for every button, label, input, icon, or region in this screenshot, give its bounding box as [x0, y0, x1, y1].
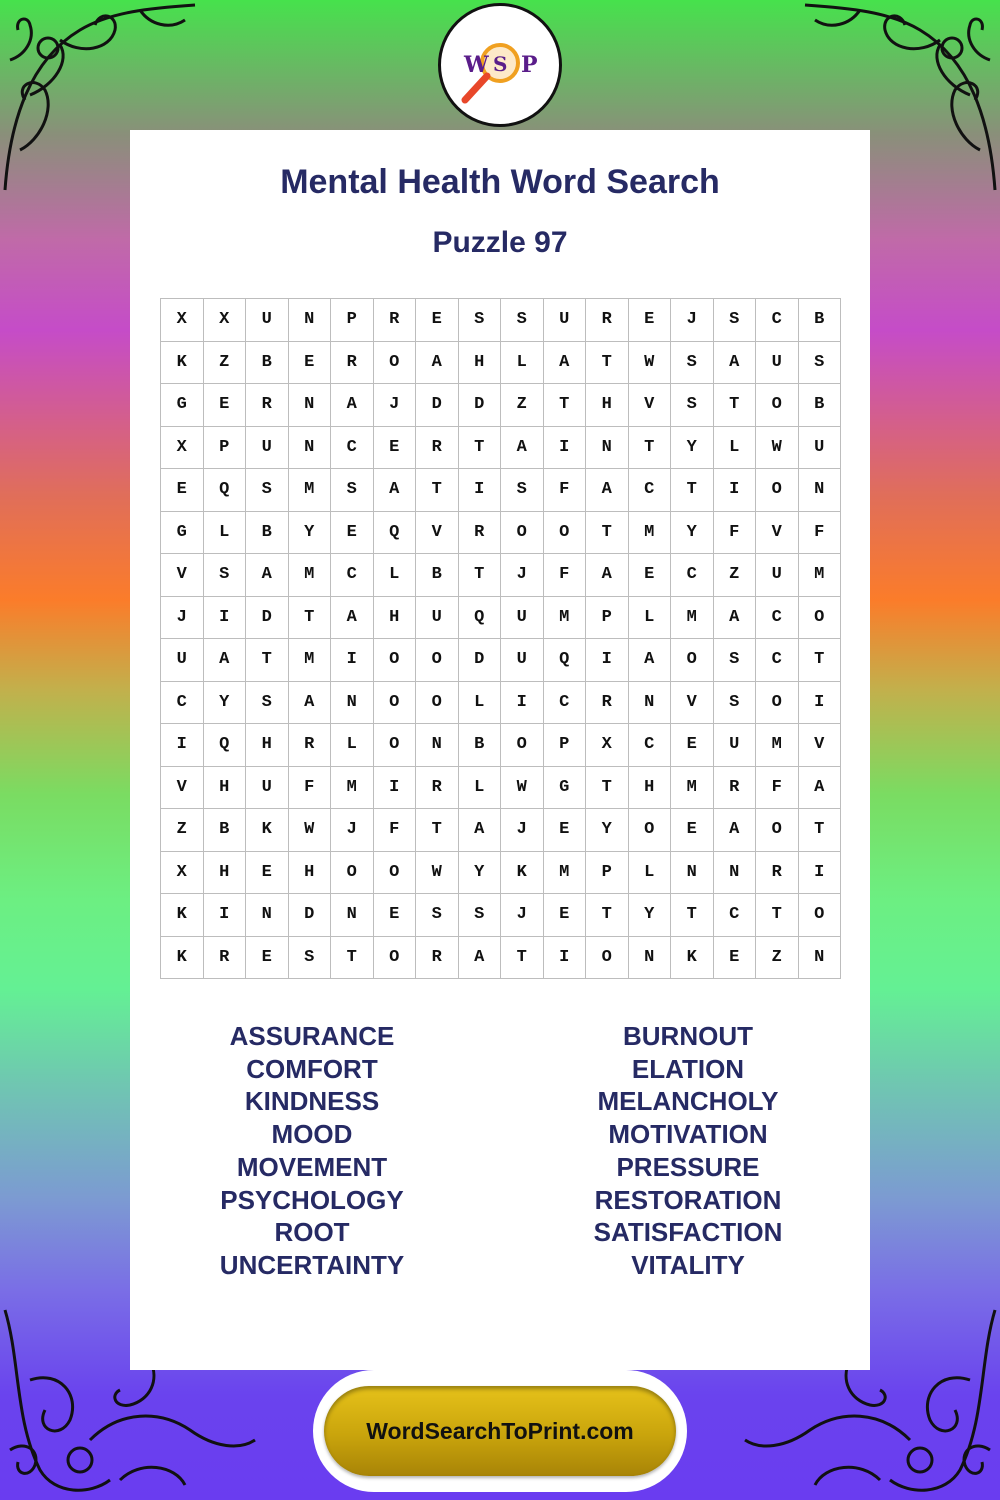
grid-cell[interactable]: U — [246, 767, 289, 810]
grid-cell[interactable]: I — [501, 682, 544, 725]
grid-cell[interactable]: T — [416, 469, 459, 512]
grid-cell[interactable]: O — [799, 597, 842, 640]
wsp-logo — [438, 3, 562, 127]
grid-cell[interactable]: F — [544, 554, 587, 597]
grid-cell[interactable]: E — [629, 299, 672, 342]
grid-cell[interactable]: R — [586, 682, 629, 725]
grid-cell[interactable]: J — [501, 554, 544, 597]
grid-cell[interactable]: Z — [204, 342, 247, 385]
grid-cell[interactable]: T — [586, 894, 629, 937]
grid-cell[interactable]: C — [161, 682, 204, 725]
grid-cell[interactable]: D — [459, 384, 502, 427]
grid-cell[interactable]: S — [204, 554, 247, 597]
grid-cell[interactable]: K — [671, 937, 714, 980]
grid-cell[interactable]: M — [544, 597, 587, 640]
grid-cell[interactable]: E — [374, 427, 417, 470]
grid-cell[interactable]: N — [289, 384, 332, 427]
grid-cell[interactable]: U — [246, 299, 289, 342]
grid-cell[interactable]: H — [629, 767, 672, 810]
grid-cell[interactable]: E — [204, 384, 247, 427]
grid-cell[interactable]: Y — [671, 427, 714, 470]
grid-cell[interactable]: M — [289, 639, 332, 682]
grid-cell[interactable]: T — [459, 554, 502, 597]
grid-cell[interactable]: O — [756, 809, 799, 852]
grid-cell[interactable]: A — [416, 342, 459, 385]
grid-cell[interactable]: T — [586, 342, 629, 385]
grid-cell[interactable]: R — [374, 299, 417, 342]
grid-cell[interactable]: R — [756, 852, 799, 895]
grid-cell[interactable]: A — [459, 937, 502, 980]
grid-cell[interactable]: Z — [501, 384, 544, 427]
grid-cell[interactable]: M — [671, 597, 714, 640]
grid-cell[interactable]: T — [586, 512, 629, 555]
grid-cell[interactable]: W — [756, 427, 799, 470]
grid-cell[interactable]: U — [161, 639, 204, 682]
grid-cell[interactable]: U — [714, 724, 757, 767]
grid-cell[interactable]: O — [374, 682, 417, 725]
grid-cell[interactable]: S — [246, 682, 289, 725]
grid-cell[interactable]: O — [374, 639, 417, 682]
grid-cell[interactable]: O — [374, 937, 417, 980]
grid-cell[interactable]: C — [756, 597, 799, 640]
grid-cell[interactable]: R — [714, 767, 757, 810]
grid-cell[interactable]: H — [374, 597, 417, 640]
grid-cell[interactable]: M — [331, 767, 374, 810]
grid-cell[interactable]: A — [586, 469, 629, 512]
grid-cell[interactable]: C — [671, 554, 714, 597]
grid-cell[interactable]: T — [756, 894, 799, 937]
grid-cell[interactable]: O — [416, 682, 459, 725]
grid-cell[interactable]: C — [331, 427, 374, 470]
grid-cell[interactable]: H — [289, 852, 332, 895]
grid-cell[interactable]: M — [289, 469, 332, 512]
word-list-item: COMFORT — [246, 1053, 378, 1084]
grid-cell[interactable]: J — [331, 809, 374, 852]
grid-cell[interactable]: S — [714, 639, 757, 682]
grid-cell[interactable]: O — [799, 894, 842, 937]
grid-cell[interactable]: U — [246, 427, 289, 470]
grid-cell[interactable]: U — [799, 427, 842, 470]
grid-cell[interactable]: S — [416, 894, 459, 937]
grid-cell[interactable]: S — [714, 682, 757, 725]
grid-cell[interactable]: A — [459, 809, 502, 852]
grid-cell[interactable]: L — [629, 597, 672, 640]
grid-cell[interactable]: O — [586, 937, 629, 980]
grid-cell[interactable]: G — [161, 384, 204, 427]
word-list-item: RESTORATION — [594, 1184, 782, 1215]
grid-cell[interactable]: T — [544, 384, 587, 427]
grid-cell[interactable]: E — [374, 894, 417, 937]
grid-cell[interactable]: N — [416, 724, 459, 767]
grid-cell[interactable]: T — [629, 427, 672, 470]
grid-cell[interactable]: A — [799, 767, 842, 810]
grid-cell[interactable]: I — [204, 597, 247, 640]
grid-cell[interactable]: N — [714, 852, 757, 895]
word-list-item: MOVEMENT — [236, 1151, 388, 1182]
grid-cell[interactable]: I — [331, 639, 374, 682]
grid-cell[interactable]: E — [289, 342, 332, 385]
grid-cell[interactable]: A — [289, 682, 332, 725]
grid-cell[interactable]: E — [629, 554, 672, 597]
grid-cell[interactable]: V — [416, 512, 459, 555]
grid-cell[interactable]: N — [331, 894, 374, 937]
grid-cell[interactable]: D — [289, 894, 332, 937]
grid-cell[interactable]: R — [246, 384, 289, 427]
grid-cell[interactable]: S — [289, 937, 332, 980]
grid-cell[interactable]: M — [289, 554, 332, 597]
grid-cell[interactable]: J — [374, 384, 417, 427]
word-list-item: MOOD — [271, 1119, 353, 1150]
grid-cell[interactable]: U — [416, 597, 459, 640]
letter-grid — [160, 298, 841, 979]
grid-cell[interactable]: A — [331, 384, 374, 427]
grid-cell[interactable]: C — [756, 299, 799, 342]
grid-cell[interactable]: V — [671, 682, 714, 725]
grid-cell[interactable]: T — [714, 384, 757, 427]
logo-letter-s: S — [493, 52, 508, 76]
grid-cell[interactable]: N — [331, 682, 374, 725]
grid-cell[interactable]: R — [416, 767, 459, 810]
grid-cell[interactable]: N — [629, 937, 672, 980]
grid-cell[interactable]: C — [544, 682, 587, 725]
grid-cell[interactable]: V — [161, 554, 204, 597]
grid-cell[interactable]: U — [756, 342, 799, 385]
grid-cell[interactable]: Z — [714, 554, 757, 597]
grid-cell[interactable]: N — [289, 299, 332, 342]
grid-cell[interactable]: F — [374, 809, 417, 852]
grid-cell[interactable]: P — [544, 724, 587, 767]
grid-cell[interactable]: N — [586, 427, 629, 470]
grid-cell[interactable]: R — [331, 342, 374, 385]
grid-cell[interactable]: E — [416, 299, 459, 342]
grid-cell[interactable]: V — [161, 767, 204, 810]
grid-cell[interactable]: M — [629, 512, 672, 555]
grid-cell[interactable]: S — [671, 342, 714, 385]
grid-cell[interactable]: T — [671, 469, 714, 512]
grid-cell[interactable]: E — [544, 809, 587, 852]
grid-cell[interactable]: R — [204, 937, 247, 980]
grid-cell[interactable]: O — [629, 809, 672, 852]
grid-cell[interactable]: S — [459, 299, 502, 342]
grid-cell[interactable]: E — [671, 809, 714, 852]
grid-cell[interactable]: B — [799, 384, 842, 427]
grid-cell[interactable]: K — [161, 894, 204, 937]
grid-cell[interactable]: A — [629, 639, 672, 682]
word-list-item: BURNOUT — [623, 1021, 753, 1051]
grid-cell[interactable]: O — [416, 639, 459, 682]
grid-cell[interactable]: Y — [204, 682, 247, 725]
grid-cell[interactable]: I — [586, 639, 629, 682]
logo-letter-p: P — [521, 52, 538, 78]
grid-cell[interactable]: M — [799, 554, 842, 597]
grid-cell[interactable]: E — [671, 724, 714, 767]
grid-cell[interactable]: W — [501, 767, 544, 810]
grid-cell[interactable]: Q — [374, 512, 417, 555]
grid-cell[interactable]: S — [671, 384, 714, 427]
grid-cell[interactable]: B — [416, 554, 459, 597]
grid-cell[interactable]: S — [799, 342, 842, 385]
grid-cell[interactable]: A — [714, 342, 757, 385]
grid-cell[interactable]: S — [714, 299, 757, 342]
grid-cell[interactable]: C — [756, 639, 799, 682]
grid-cell[interactable]: X — [204, 299, 247, 342]
grid-cell[interactable]: R — [586, 299, 629, 342]
grid-cell[interactable]: A — [331, 597, 374, 640]
word-list-item: PRESSURE — [616, 1151, 760, 1182]
grid-cell[interactable]: O — [374, 342, 417, 385]
grid-cell[interactable]: D — [416, 384, 459, 427]
grid-cell[interactable]: E — [331, 512, 374, 555]
grid-cell[interactable]: E — [544, 894, 587, 937]
grid-cell[interactable]: A — [544, 342, 587, 385]
grid-cell[interactable]: R — [416, 937, 459, 980]
grid-cell[interactable]: U — [756, 554, 799, 597]
word-list-item: ASSURANCE — [229, 1021, 395, 1051]
grid-cell[interactable]: O — [671, 639, 714, 682]
grid-cell[interactable]: T — [671, 894, 714, 937]
grid-cell[interactable]: M — [671, 767, 714, 810]
grid-cell[interactable]: E — [161, 469, 204, 512]
grid-cell[interactable]: K — [161, 937, 204, 980]
grid-cell[interactable]: M — [544, 852, 587, 895]
grid-cell[interactable]: G — [161, 512, 204, 555]
grid-cell[interactable]: I — [544, 427, 587, 470]
grid-cell[interactable]: B — [246, 512, 289, 555]
grid-cell[interactable]: V — [756, 512, 799, 555]
grid-cell[interactable]: Q — [544, 639, 587, 682]
grid-cell[interactable]: Y — [629, 894, 672, 937]
grid-cell[interactable]: I — [799, 852, 842, 895]
grid-cell[interactable]: E — [714, 937, 757, 980]
grid-cell[interactable]: F — [714, 512, 757, 555]
grid-cell[interactable]: L — [204, 512, 247, 555]
grid-cell[interactable]: L — [331, 724, 374, 767]
grid-cell[interactable]: M — [756, 724, 799, 767]
grid-cell[interactable]: E — [246, 937, 289, 980]
website-link-button[interactable]: WordSearchToPrint.com — [324, 1386, 676, 1476]
grid-cell[interactable]: E — [246, 852, 289, 895]
grid-cell[interactable]: F — [289, 767, 332, 810]
grid-cell[interactable]: H — [204, 852, 247, 895]
grid-cell[interactable]: T — [586, 767, 629, 810]
grid-cell[interactable]: R — [416, 427, 459, 470]
grid-cell[interactable]: K — [161, 342, 204, 385]
grid-cell[interactable]: R — [289, 724, 332, 767]
grid-cell[interactable]: U — [544, 299, 587, 342]
grid-cell[interactable]: O — [501, 512, 544, 555]
grid-cell[interactable]: B — [204, 809, 247, 852]
grid-cell[interactable]: A — [374, 469, 417, 512]
grid-cell[interactable]: X — [161, 299, 204, 342]
grid-cell[interactable]: I — [459, 469, 502, 512]
grid-cell[interactable]: A — [714, 597, 757, 640]
puzzle-title: Mental Health Word Search — [280, 163, 720, 201]
grid-cell[interactable]: Z — [756, 937, 799, 980]
grid-cell[interactable]: O — [331, 852, 374, 895]
grid-cell[interactable]: Q — [204, 469, 247, 512]
grid-cell[interactable]: F — [756, 767, 799, 810]
grid-cell[interactable]: X — [586, 724, 629, 767]
grid-cell[interactable]: T — [799, 809, 842, 852]
grid-cell[interactable]: K — [246, 809, 289, 852]
grid-cell[interactable]: P — [586, 597, 629, 640]
grid-cell[interactable]: J — [501, 894, 544, 937]
word-list-item: VITALITY — [631, 1249, 745, 1280]
grid-cell[interactable]: O — [501, 724, 544, 767]
grid-cell[interactable]: O — [756, 469, 799, 512]
grid-cell[interactable]: R — [459, 512, 502, 555]
grid-cell[interactable]: B — [799, 299, 842, 342]
grid-cell[interactable]: N — [246, 894, 289, 937]
grid-cell[interactable]: Q — [204, 724, 247, 767]
grid-cell[interactable]: S — [501, 299, 544, 342]
grid-cell[interactable]: L — [459, 682, 502, 725]
puzzle-number: Puzzle 97 — [432, 226, 568, 259]
grid-cell[interactable]: C — [629, 469, 672, 512]
grid-cell[interactable]: N — [629, 682, 672, 725]
grid-cell[interactable]: X — [161, 427, 204, 470]
grid-cell[interactable]: T — [289, 597, 332, 640]
word-list-item: PSYCHOLOGY — [220, 1184, 404, 1215]
grid-cell[interactable]: I — [544, 937, 587, 980]
word-list-item: KINDNESS — [244, 1086, 380, 1117]
grid-cell[interactable]: A — [586, 554, 629, 597]
grid-cell[interactable]: W — [629, 342, 672, 385]
grid-cell[interactable]: F — [799, 512, 842, 555]
grid-cell[interactable]: N — [289, 427, 332, 470]
grid-cell[interactable]: P — [331, 299, 374, 342]
grid-cell[interactable]: Y — [459, 852, 502, 895]
grid-cell[interactable]: N — [671, 852, 714, 895]
grid-cell[interactable]: S — [501, 469, 544, 512]
grid-cell[interactable]: D — [459, 639, 502, 682]
word-list-item: ELATION — [631, 1053, 745, 1084]
grid-cell[interactable]: Z — [161, 809, 204, 852]
grid-cell[interactable]: D — [246, 597, 289, 640]
grid-cell[interactable]: T — [331, 937, 374, 980]
grid-cell[interactable]: S — [246, 469, 289, 512]
grid-cell[interactable]: W — [289, 809, 332, 852]
grid-cell[interactable]: T — [459, 427, 502, 470]
grid-cell[interactable]: J — [671, 299, 714, 342]
logo-letter-w: W — [464, 52, 489, 78]
grid-cell[interactable]: O — [756, 682, 799, 725]
grid-cell[interactable]: L — [374, 554, 417, 597]
grid-cell[interactable]: K — [501, 852, 544, 895]
grid-cell[interactable]: A — [714, 809, 757, 852]
grid-cell[interactable]: X — [161, 852, 204, 895]
grid-cell[interactable]: G — [544, 767, 587, 810]
grid-cell[interactable]: N — [799, 937, 842, 980]
grid-cell[interactable]: W — [416, 852, 459, 895]
grid-cell[interactable]: P — [586, 852, 629, 895]
grid-cell[interactable]: S — [331, 469, 374, 512]
grid-cell[interactable]: T — [501, 937, 544, 980]
grid-cell[interactable]: I — [374, 767, 417, 810]
grid-cell[interactable]: I — [799, 682, 842, 725]
grid-cell[interactable]: O — [544, 512, 587, 555]
grid-cell[interactable]: F — [544, 469, 587, 512]
grid-cell[interactable]: I — [161, 724, 204, 767]
grid-cell[interactable]: L — [629, 852, 672, 895]
grid-cell[interactable]: V — [799, 724, 842, 767]
grid-cell[interactable]: H — [204, 767, 247, 810]
grid-cell[interactable]: Q — [459, 597, 502, 640]
grid-cell[interactable]: C — [629, 724, 672, 767]
grid-cell[interactable]: I — [204, 894, 247, 937]
grid-cell[interactable]: O — [374, 724, 417, 767]
word-list-item: SATISFACTION — [593, 1217, 783, 1248]
grid-cell[interactable]: Y — [586, 809, 629, 852]
grid-cell[interactable]: Y — [289, 512, 332, 555]
grid-cell[interactable]: H — [459, 342, 502, 385]
grid-cell[interactable]: U — [501, 639, 544, 682]
grid-cell[interactable]: B — [459, 724, 502, 767]
grid-cell[interactable]: Y — [671, 512, 714, 555]
grid-cell[interactable]: C — [714, 894, 757, 937]
grid-cell[interactable]: B — [246, 342, 289, 385]
grid-cell[interactable]: I — [714, 469, 757, 512]
grid-cell[interactable]: U — [501, 597, 544, 640]
word-list-left — [162, 1020, 462, 1282]
grid-cell[interactable]: T — [246, 639, 289, 682]
grid-cell[interactable]: A — [204, 639, 247, 682]
grid-cell[interactable]: N — [799, 469, 842, 512]
grid-cell[interactable]: J — [161, 597, 204, 640]
grid-cell[interactable]: S — [459, 894, 502, 937]
grid-cell[interactable]: H — [586, 384, 629, 427]
grid-cell[interactable]: P — [204, 427, 247, 470]
grid-cell[interactable]: A — [501, 427, 544, 470]
grid-cell[interactable]: T — [416, 809, 459, 852]
grid-cell[interactable]: L — [714, 427, 757, 470]
grid-cell[interactable]: L — [501, 342, 544, 385]
word-list-item: MOTIVATION — [608, 1119, 768, 1150]
word-list-item: ROOT — [274, 1217, 350, 1248]
grid-cell[interactable]: T — [799, 639, 842, 682]
grid-cell[interactable]: O — [756, 384, 799, 427]
magnifier-icon — [441, 6, 559, 124]
grid-cell[interactable]: C — [331, 554, 374, 597]
grid-cell[interactable]: V — [629, 384, 672, 427]
grid-cell[interactable]: J — [501, 809, 544, 852]
grid-cell[interactable]: A — [246, 554, 289, 597]
word-list-item: UNCERTAINTY — [219, 1249, 405, 1280]
word-list-item: MELANCHOLY — [597, 1086, 779, 1117]
grid-cell[interactable]: H — [246, 724, 289, 767]
grid-cell[interactable]: O — [374, 852, 417, 895]
word-list-right — [538, 1020, 838, 1282]
grid-cell[interactable]: L — [459, 767, 502, 810]
